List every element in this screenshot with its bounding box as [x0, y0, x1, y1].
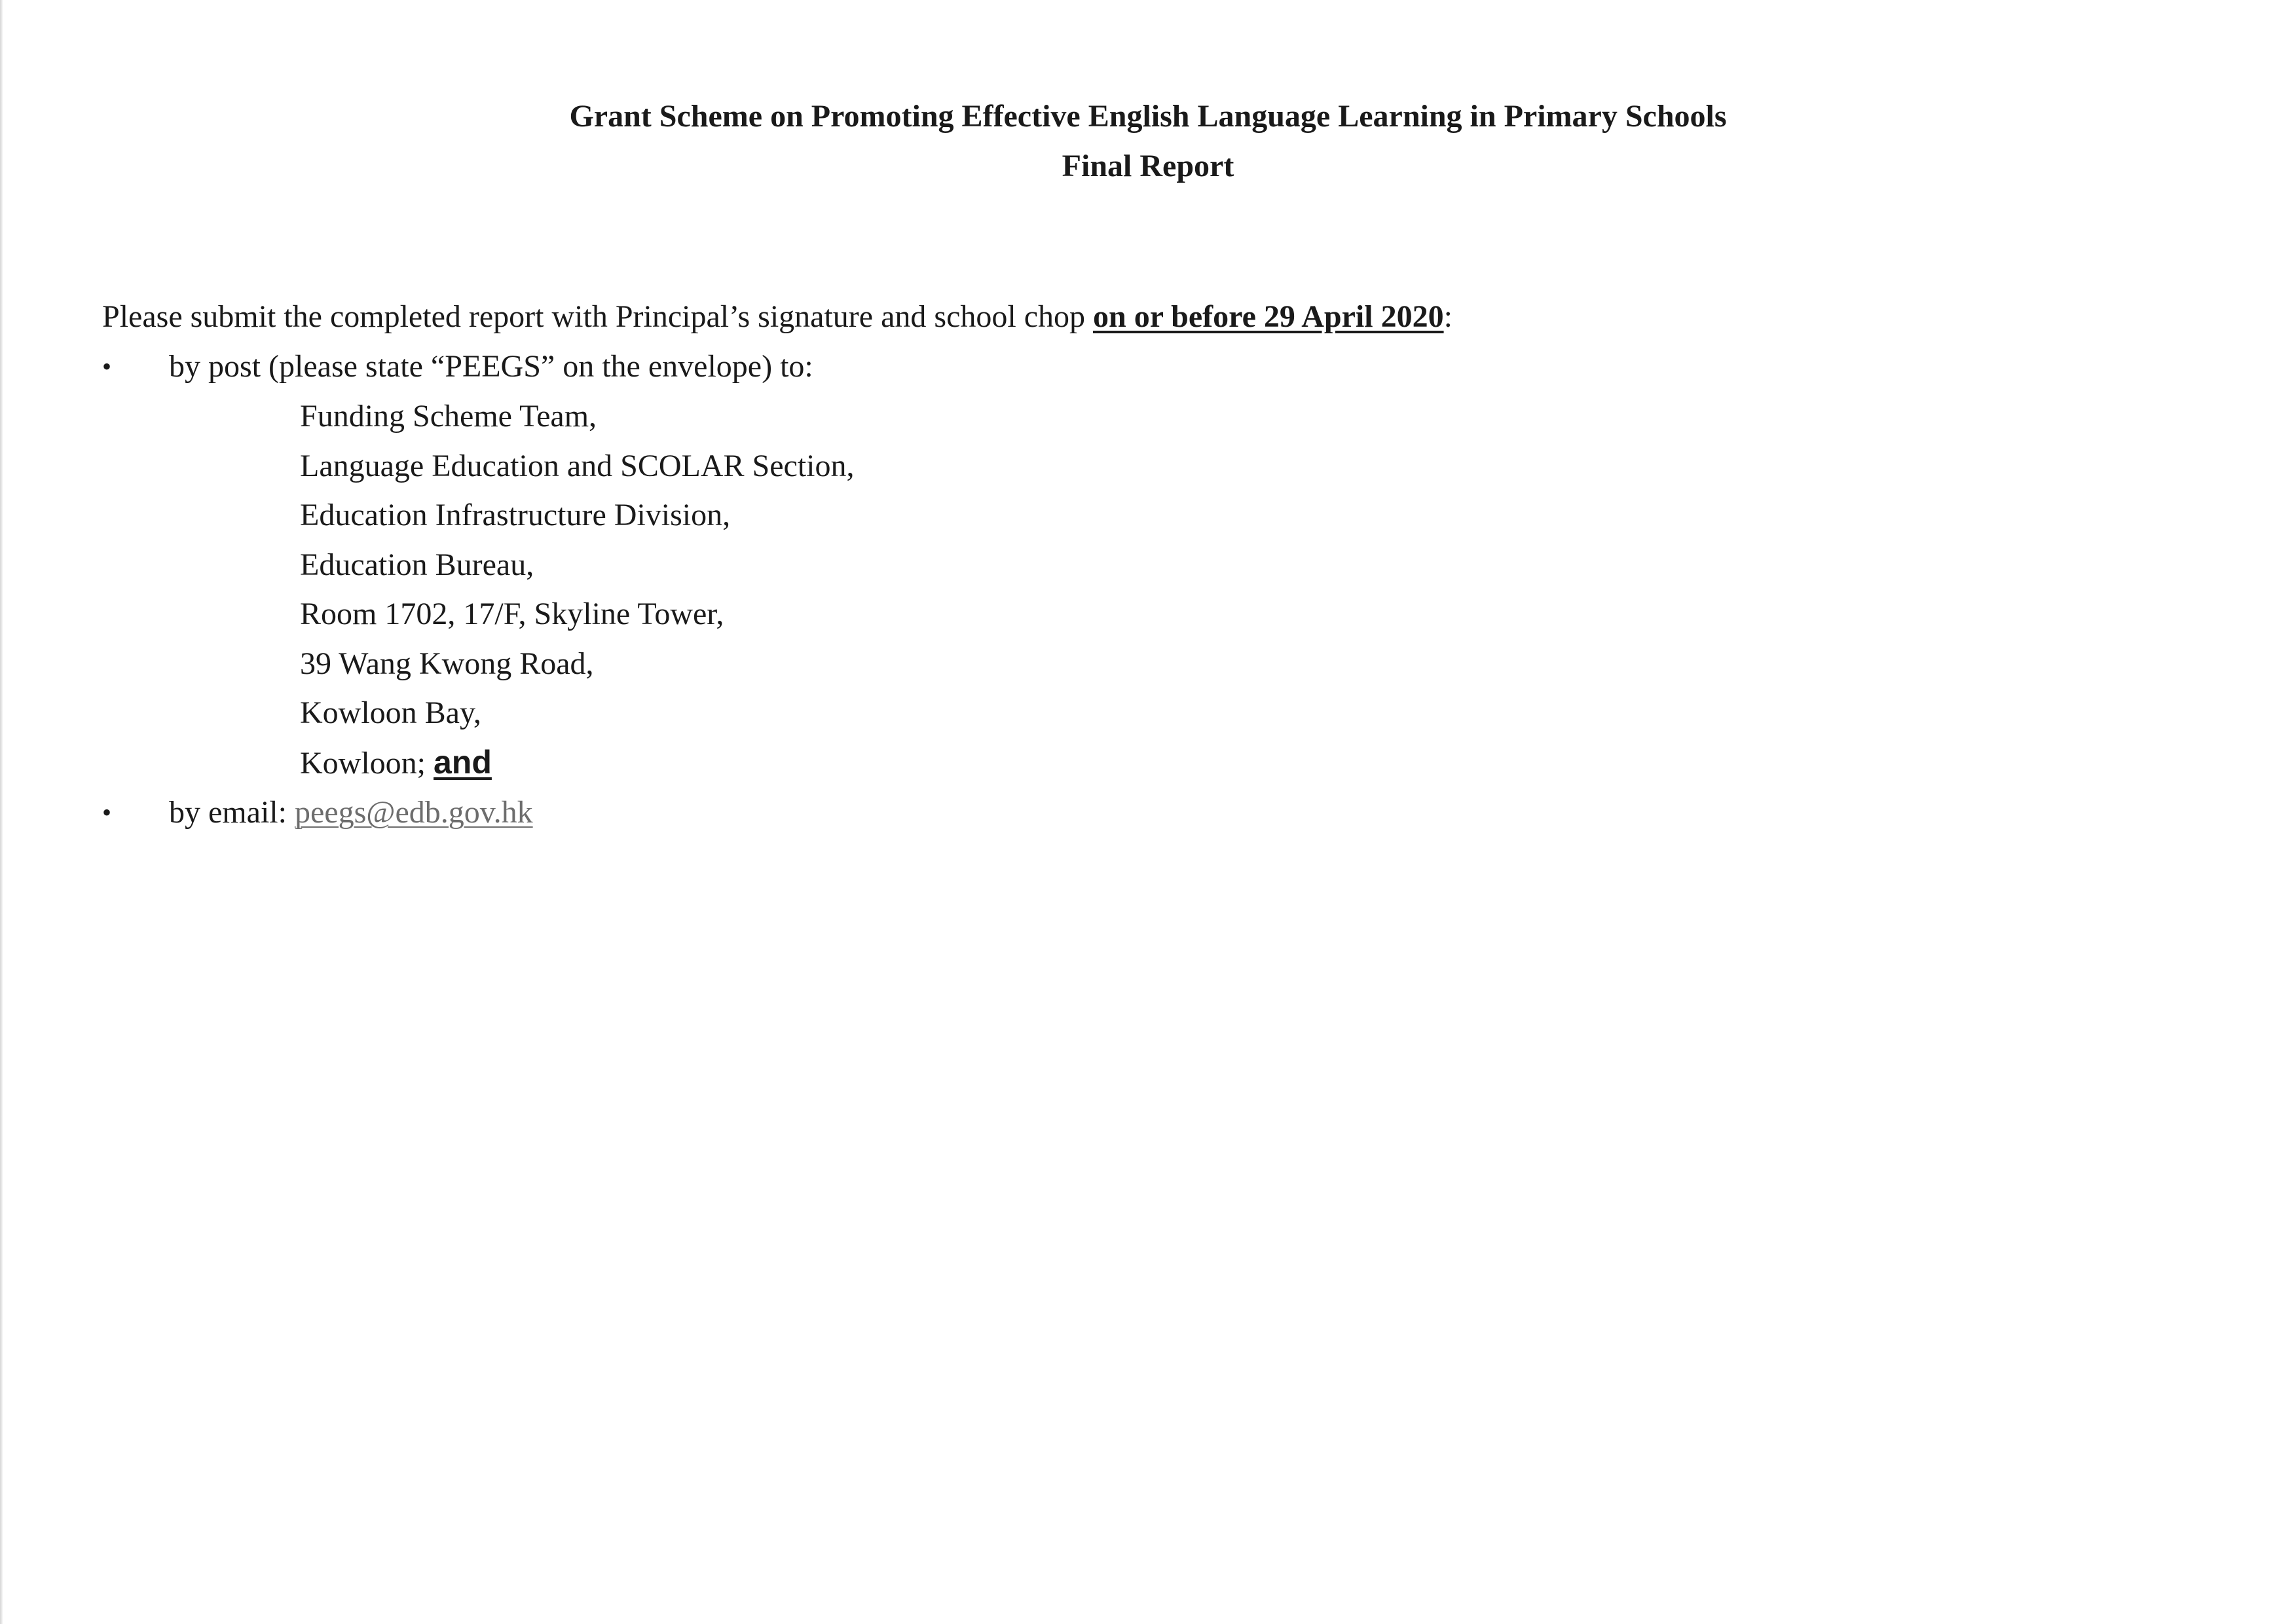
address-line: 39 Wang Kwong Road,: [300, 646, 594, 681]
address-line: Funding Scheme Team,: [300, 399, 597, 434]
submission-instructions: [102, 292, 2198, 838]
address-last-line: [300, 738, 2198, 788]
post-label: by post (please state “PEEGS” on the envelope) to:: [169, 349, 813, 384]
address-line: Education Bureau,: [300, 547, 534, 582]
email-label: by email:: [169, 795, 295, 830]
address-line: Room 1702, 17/F, Skyline Tower,: [300, 597, 724, 631]
email-link[interactable]: peegs@edb.gov.hk: [294, 795, 533, 830]
post-bullet-item: [102, 342, 2198, 392]
bullet-icon: •: [102, 352, 112, 381]
address-line: Language Education and SCOLAR Section,: [300, 448, 855, 483]
intro-end: :: [1443, 299, 1453, 334]
scan-edge: [0, 0, 3, 1624]
intro-text: Please submit the completed report with Principal’s signature and school chop: [102, 299, 1094, 334]
address-line: Education Infrastructure Division,: [300, 498, 731, 532]
email-bullet-item: [102, 788, 2198, 838]
address-last-text: Kowloon;: [300, 745, 434, 781]
mailing-address: [102, 392, 2198, 788]
document-header: [0, 92, 2296, 191]
and-emphasis: and: [434, 743, 492, 781]
document-title: Grant Scheme on Promoting Effective English Language Learning in Primary Schools: [569, 99, 1727, 134]
bullet-icon: •: [102, 798, 112, 827]
intro-paragraph: [102, 292, 2198, 342]
document-subtitle: Final Report: [1062, 149, 1234, 183]
address-line: Kowloon Bay,: [300, 695, 481, 730]
deadline-text: on or before 29 April 2020: [1093, 299, 1444, 334]
